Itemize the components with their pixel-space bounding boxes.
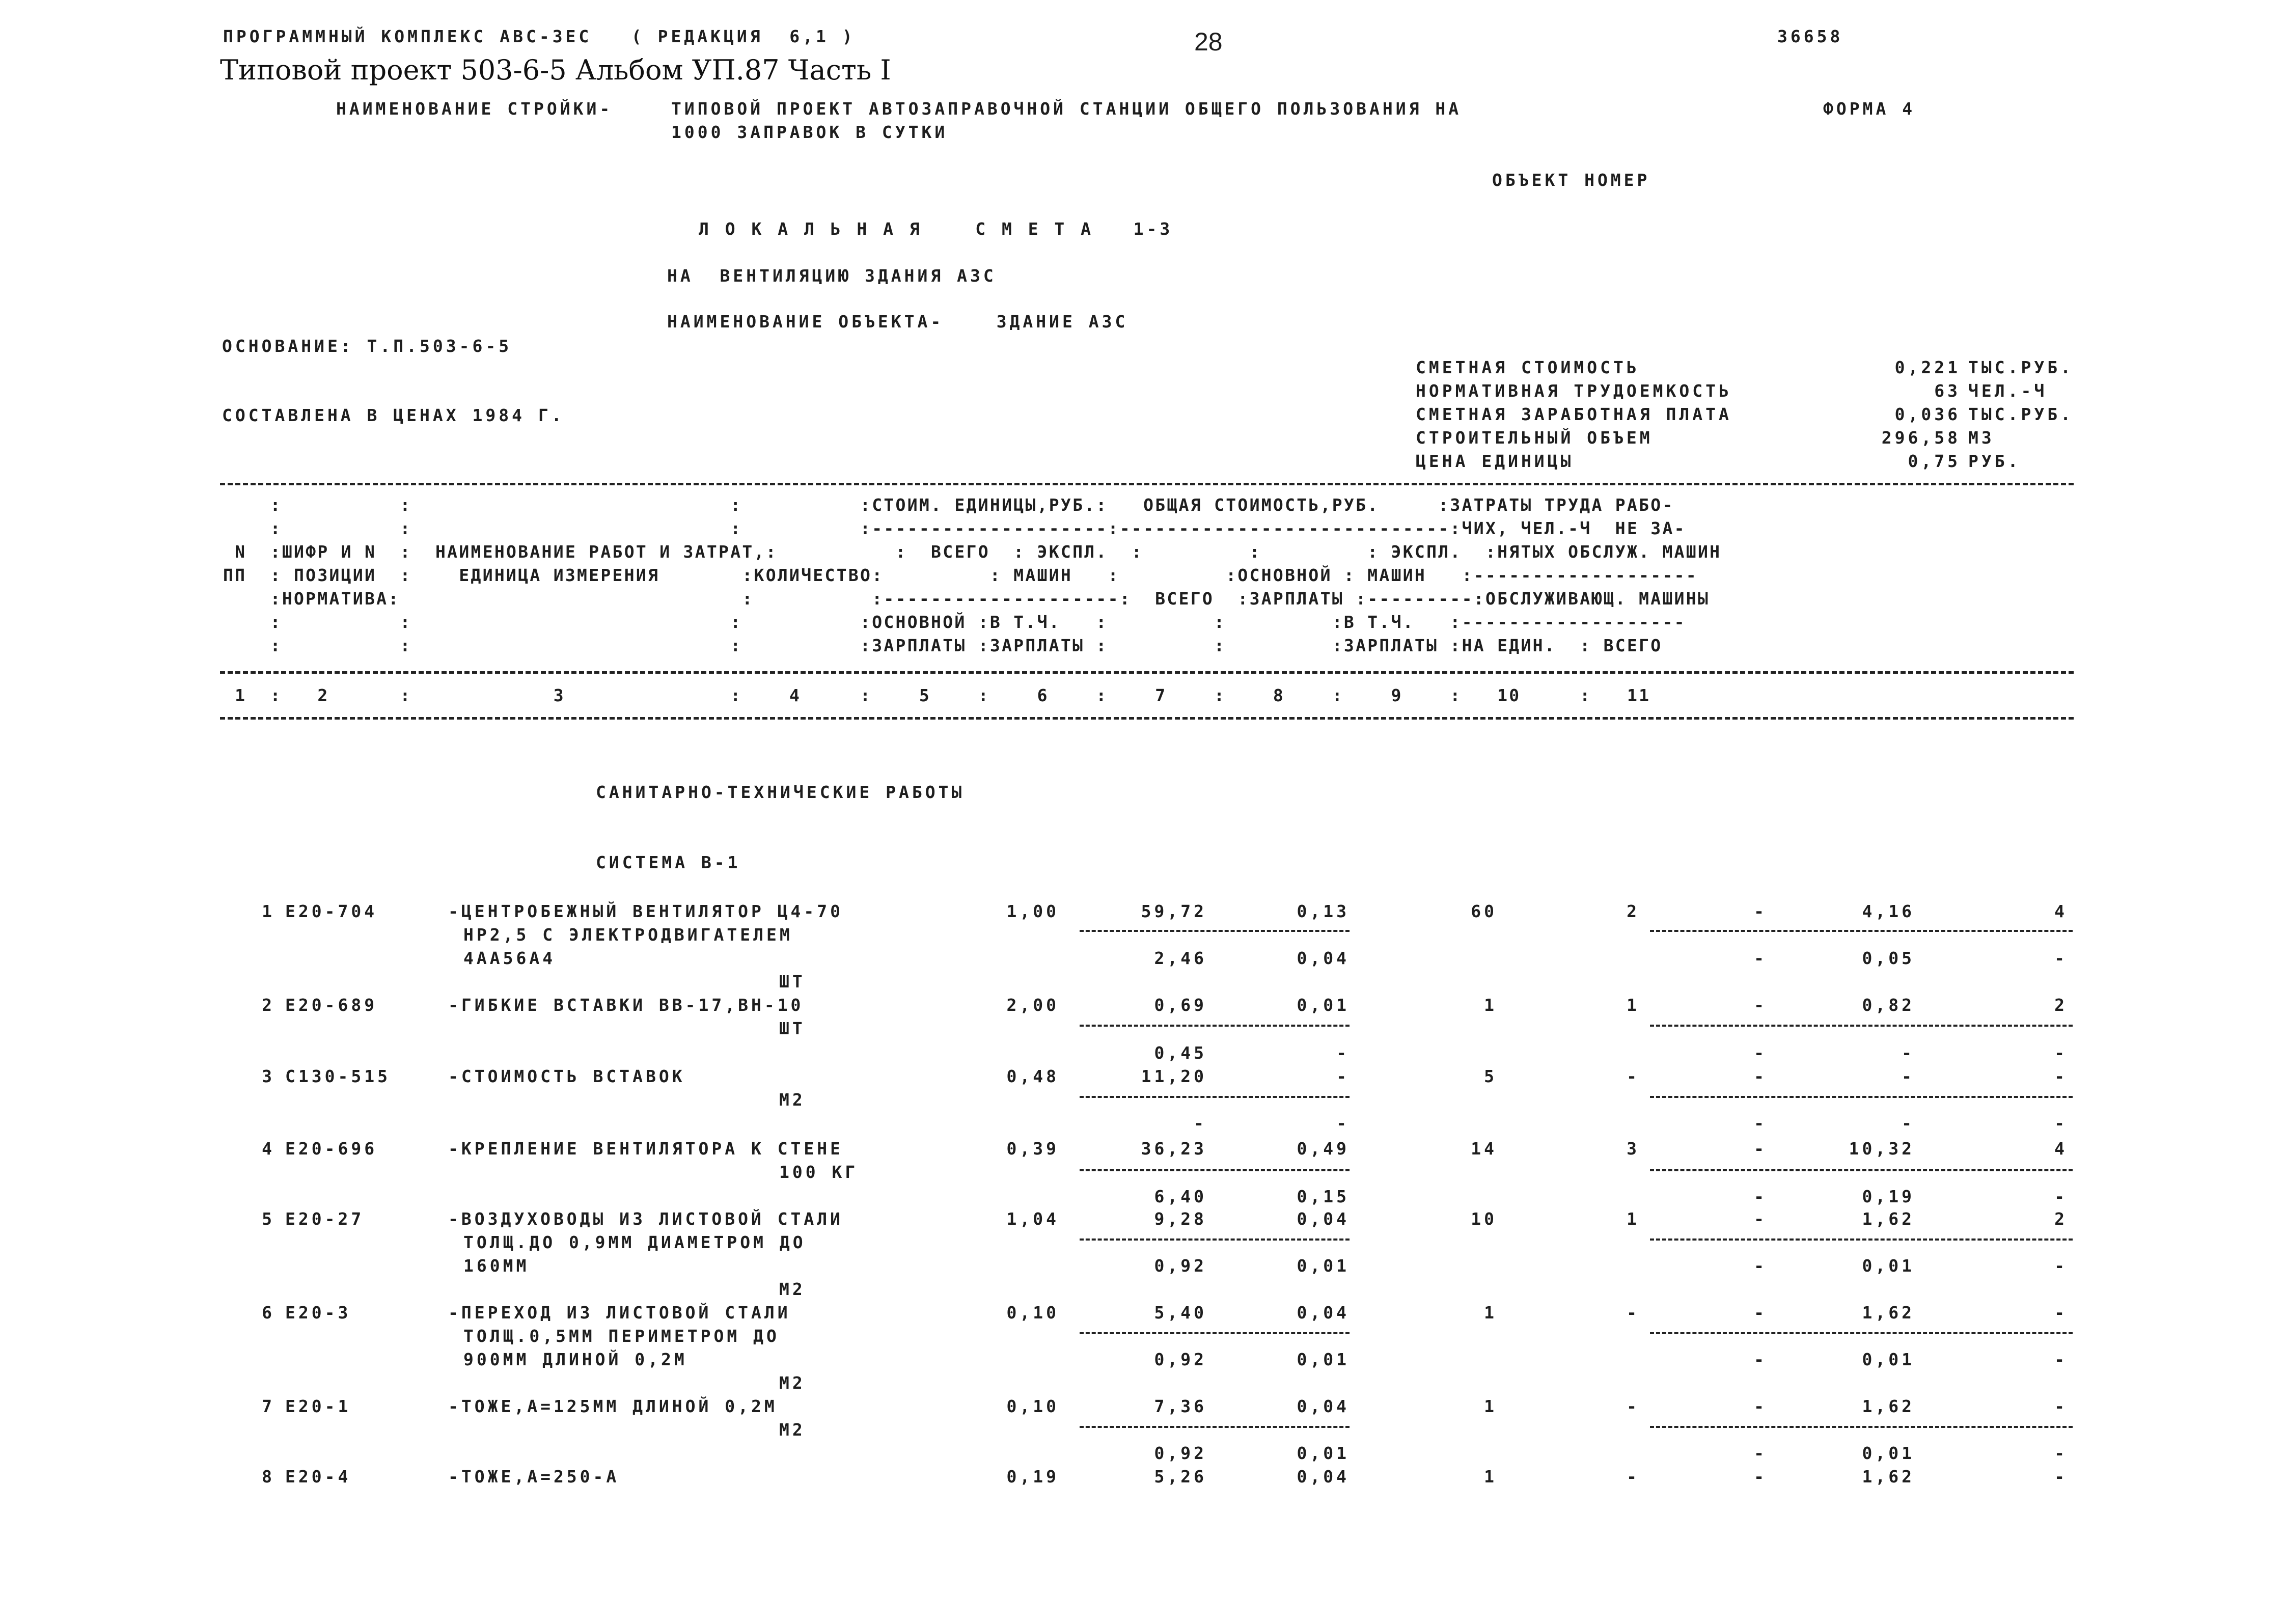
row-code: Е20-3 (285, 1303, 351, 1323)
row-unit: М2 (779, 1373, 806, 1393)
row-code: Е20-696 (285, 1139, 378, 1159)
row-service-unit: 0,01 (1862, 1256, 1915, 1276)
row-quantity: 0,10 (1006, 1303, 1059, 1323)
row-name-line: -ВОЗДУХОВОДЫ ИЗ ЛИСТОВОЙ СТАЛИ (448, 1209, 844, 1229)
row-unit-wages: - (1194, 1113, 1207, 1133)
table-header-line: :НОРМАТИВА: : :--------------------: ВСЕГО :ЗАРПЛАТЫ :---------:ОБСЛУЖИВАЮЩ. МАШИНЫ (223, 589, 1710, 609)
row-unit-total: 36,23 (1141, 1139, 1207, 1159)
row-labor-total: 2 (2054, 1209, 2068, 1229)
summary-value: 0,221 (1894, 357, 1961, 377)
row-unit-total: 7,36 (1154, 1396, 1207, 1416)
row-service-unit: 0,01 (1862, 1350, 1915, 1369)
row-unit-total: 5,40 (1154, 1303, 1207, 1323)
row-labor-total: - (2054, 1066, 2068, 1086)
summary-unit: М3 (1968, 428, 1995, 448)
row-number: 4 (262, 1139, 275, 1159)
row-total: 5 (1484, 1066, 1497, 1086)
row-unit-machine-wages: 0,01 (1297, 1350, 1350, 1369)
row-machine-wages: - (1754, 948, 1767, 968)
row-machines: - (1754, 995, 1767, 1015)
sub-rule (1080, 930, 1350, 932)
row-labor-total: - (2054, 1396, 2068, 1416)
summary-label: СМЕТНАЯ СТОИМОСТЬ (1416, 357, 1640, 377)
row-machines: - (1754, 1303, 1767, 1323)
sub-rule (1080, 1096, 1350, 1098)
table-header-line: : : : :СТОИМ. ЕДИНИЦЫ,РУБ.: ОБЩАЯ СТОИМОСТЬ,РУБ. :ЗАТРАТЫ ТРУДА РАБО- (223, 495, 1674, 515)
summary-value: 0,75 (1908, 451, 1961, 471)
summary-unit: РУБ. (1968, 451, 2021, 471)
row-code: Е20-27 (285, 1209, 365, 1229)
row-machines: - (1754, 901, 1767, 921)
row-wages: - (1627, 1467, 1640, 1487)
summary-label: ЦЕНА ЕДИНИЦЫ (1416, 451, 1574, 471)
row-labor-unit: 1,62 (1862, 1396, 1915, 1416)
section-title: САНИТАРНО-ТЕХНИЧЕСКИЕ РАБОТЫ (596, 782, 965, 802)
row-total: 1 (1484, 1303, 1497, 1323)
row-unit-machines: 0,04 (1297, 1303, 1350, 1323)
sub-rule (1650, 1025, 2073, 1027)
row-number: 7 (262, 1396, 275, 1416)
row-unit-total: 11,20 (1141, 1066, 1207, 1086)
row-unit-machines: 0,04 (1297, 1467, 1350, 1487)
sub-rule (1650, 1332, 2073, 1334)
row-unit-wages: 2,46 (1154, 948, 1207, 968)
row-total: 14 (1471, 1139, 1497, 1159)
row-machine-wages: - (1754, 1113, 1767, 1133)
row-code: Е20-1 (285, 1396, 351, 1416)
sub-rule (1080, 1426, 1350, 1428)
row-service-total: - (2054, 1443, 2068, 1463)
row-unit-total: 0,69 (1154, 995, 1207, 1015)
row-number: 8 (262, 1467, 275, 1487)
row-number: 5 (262, 1209, 275, 1229)
row-quantity: 0,10 (1006, 1396, 1059, 1416)
row-machine-wages: - (1754, 1256, 1767, 1276)
sub-rule (1650, 1169, 2073, 1171)
row-service-unit: - (1902, 1113, 1915, 1133)
estimate-subject: НА ВЕНТИЛЯЦИЮ ЗДАНИЯ АЗС (667, 266, 997, 286)
row-labor-unit: 4,16 (1862, 901, 1915, 921)
program-line: ПРОГРАММНЫЙ КОМПЛЕКС АВС-3ЕС ( РЕДАКЦИЯ 6,1 ) (223, 26, 856, 46)
row-quantity: 1,00 (1006, 901, 1059, 921)
row-total: 60 (1471, 901, 1497, 921)
summary-label: СТРОИТЕЛЬНЫЙ ОБЪЕМ (1416, 428, 1653, 448)
row-labor-total: - (2054, 1303, 2068, 1323)
table-header-line: : : : :--------------------:----------------------------:ЧИХ, ЧЕЛ.-Ч НЕ ЗА- (223, 518, 1686, 538)
row-machines: - (1754, 1209, 1767, 1229)
system-title: СИСТЕМА В-1 (596, 852, 741, 872)
row-labor-total: 4 (2054, 1139, 2068, 1159)
row-total: 1 (1484, 1396, 1497, 1416)
row-unit-machines: 0,49 (1297, 1139, 1350, 1159)
row-unit-machine-wages: 0,04 (1297, 948, 1350, 968)
row-name-line: ТОЛЩ.ДО 0,9ММ ДИАМЕТРОМ ДО (463, 1232, 806, 1252)
row-service-unit: 0,01 (1862, 1443, 1915, 1463)
table-header-line: ПП : ПОЗИЦИИ : ЕДИНИЦА ИЗМЕРЕНИЯ :КОЛИЧЕСТВО: : МАШИН : :ОСНОВНОЙ : МАШИН :------------------- (223, 565, 1698, 585)
row-service-total: - (2054, 1350, 2068, 1369)
row-service-total: - (2054, 1187, 2068, 1206)
row-unit-machine-wages: 0,01 (1297, 1443, 1350, 1463)
row-quantity: 0,39 (1006, 1139, 1059, 1159)
row-wages: 3 (1627, 1139, 1640, 1159)
estimate-title: Л О К А Л Ь Н А Я С М Е Т А 1-3 (699, 219, 1173, 239)
row-unit-wages: 0,45 (1154, 1043, 1207, 1063)
row-wages: 2 (1627, 901, 1640, 921)
header-rule-top (220, 483, 2074, 485)
row-unit-machine-wages: 0,01 (1297, 1256, 1350, 1276)
object-name: НАИМЕНОВАНИЕ ОБЪЕКТА- ЗДАНИЕ АЗС (667, 312, 1128, 332)
summary-value: 0,036 (1894, 404, 1961, 424)
row-unit-machines: - (1336, 1066, 1350, 1086)
row-labor-total: 2 (2054, 995, 2068, 1015)
row-unit-machine-wages: 0,15 (1297, 1187, 1350, 1206)
table-header-line: N :ШИФР И N : НАИМЕНОВАНИЕ РАБОТ И ЗАТРАТ,: : ВСЕГО : ЭКСПЛ. : : : ЭКСПЛ. :НЯТЫХ ОБСЛУЖ. МАШИН (223, 542, 1722, 562)
row-unit: М2 (779, 1090, 806, 1110)
row-name-line: 4АА56А4 (463, 948, 556, 968)
summary-unit: ТЫС.РУБ. (1968, 404, 2074, 424)
row-name-line: -ПЕРЕХОД ИЗ ЛИСТОВОЙ СТАЛИ (448, 1303, 791, 1323)
row-code: С130-515 (285, 1066, 391, 1086)
sub-rule (1080, 1025, 1350, 1027)
row-quantity: 0,48 (1006, 1066, 1059, 1086)
row-labor-total: - (2054, 1467, 2068, 1487)
row-unit-wages: 0,92 (1154, 1443, 1207, 1463)
table-header (223, 495, 2077, 663)
row-service-unit: - (1902, 1043, 1915, 1063)
row-labor-unit: 1,62 (1862, 1303, 1915, 1323)
row-unit-wages: 0,92 (1154, 1350, 1207, 1369)
sub-rule (1650, 1238, 2073, 1241)
row-machines: - (1754, 1139, 1767, 1159)
row-name-line: -СТОИМОСТЬ ВСТАВОК (448, 1066, 685, 1086)
row-total: 1 (1484, 1467, 1497, 1487)
row-name-line: -ГИБКИЕ ВСТАВКИ ВВ-17,ВН-10 (448, 995, 804, 1015)
row-quantity: 2,00 (1006, 995, 1059, 1015)
row-unit-wages: 6,40 (1154, 1187, 1207, 1206)
object-number: ОБЪЕКТ НОМЕР (1492, 170, 1650, 190)
row-number: 6 (262, 1303, 275, 1323)
row-name-line: ТОЛЩ.0,5ММ ПЕРИМЕТРОМ ДО (463, 1326, 780, 1346)
row-code: Е20-4 (285, 1467, 351, 1487)
header-rule-mid (220, 671, 2074, 674)
sub-rule (1080, 1332, 1350, 1334)
row-unit-total: 59,72 (1141, 901, 1207, 921)
row-labor-unit: 1,62 (1862, 1467, 1915, 1487)
basis: ОСНОВАНИЕ: Т.П.503-6-5 (222, 336, 512, 356)
sub-rule (1650, 1426, 2073, 1428)
row-wages: 1 (1627, 1209, 1640, 1229)
row-unit-machines: 0,13 (1297, 901, 1350, 921)
row-service-total: - (2054, 1113, 2068, 1133)
table-header-line: : : : :ЗАРПЛАТЫ :ЗАРПЛАТЫ : : :ЗАРПЛАТЫ :НА ЕДИН. : ВСЕГО (223, 636, 1663, 655)
page-number: 28 (1194, 27, 1223, 56)
row-machines: - (1754, 1066, 1767, 1086)
summary-label: СМЕТНАЯ ЗАРАБОТНАЯ ПЛАТА (1416, 404, 1732, 424)
row-unit-machines: 0,01 (1297, 995, 1350, 1015)
row-unit: 100 КГ (779, 1162, 859, 1182)
row-labor-unit: 1,62 (1862, 1209, 1915, 1229)
row-machine-wages: - (1754, 1043, 1767, 1063)
sub-rule (1080, 1169, 1350, 1171)
row-name-line: -ТОЖЕ,А=250-А (448, 1467, 620, 1487)
summary-label: НОРМАТИВНАЯ ТРУДОЕМКОСТЬ (1416, 381, 1732, 401)
row-machine-wages: - (1754, 1350, 1767, 1369)
construction-name-line-1: ТИПОВОЙ ПРОЕКТ АВТОЗАПРАВОЧНОЙ СТАНЦИИ ОБЩЕГО ПОЛЬЗОВАНИЯ НА (671, 99, 1462, 119)
row-wages: 1 (1627, 995, 1640, 1015)
summary-value: 63 (1934, 381, 1961, 401)
summary-unit: ТЫС.РУБ. (1968, 357, 2074, 377)
row-unit-machines: 0,04 (1297, 1396, 1350, 1416)
row-name-line: 900ММ ДЛИНОЙ 0,2М (463, 1350, 687, 1369)
sub-rule (1650, 930, 2073, 932)
row-unit: ШТ (779, 972, 806, 992)
form-number: ФОРМА 4 (1823, 99, 1916, 119)
row-unit-machines: 0,04 (1297, 1209, 1350, 1229)
row-machines: - (1754, 1467, 1767, 1487)
row-service-total: - (2054, 1256, 2068, 1276)
row-number: 3 (262, 1066, 275, 1086)
row-unit: ШТ (779, 1019, 806, 1038)
summary-unit: ЧЕЛ.-Ч (1968, 381, 2048, 401)
table-header-line: : : : :ОСНОВНОЙ :В Т.Ч. : : :В Т.Ч. :------------------- (223, 612, 1686, 632)
row-machines: - (1754, 1396, 1767, 1416)
project-title: Типовой проект 503-6-5 Альбом УП.87 Часть I (220, 54, 891, 86)
prices-year: СОСТАВЛЕНА В ЦЕНАХ 1984 Г. (222, 405, 565, 425)
row-labor-unit: 0,82 (1862, 995, 1915, 1015)
column-numbers: 1 : 2 : 3 : 4 : 5 : 6 : 7 : 8 : 9 : 10 : 11 (223, 685, 1651, 705)
row-name-line: НР2,5 С ЭЛЕКТРОДВИГАТЕЛЕМ (463, 925, 793, 945)
row-unit-machine-wages: - (1336, 1043, 1350, 1063)
row-name-line: -ЦЕНТРОБЕЖНЫЙ ВЕНТИЛЯТОР Ц4-70 (448, 901, 844, 921)
row-service-unit: 0,19 (1862, 1187, 1915, 1206)
row-total: 10 (1471, 1209, 1497, 1229)
row-name-line: -КРЕПЛЕНИЕ ВЕНТИЛЯТОРА К СТЕНЕ (448, 1139, 844, 1159)
doc-code: 36658 (1777, 26, 1843, 46)
row-code: Е20-704 (285, 901, 378, 921)
row-service-total: - (2054, 948, 2068, 968)
sub-rule (1080, 1238, 1350, 1241)
row-unit-wages: 0,92 (1154, 1256, 1207, 1276)
row-unit-machine-wages: - (1336, 1113, 1350, 1133)
row-service-total: - (2054, 1043, 2068, 1063)
row-labor-total: 4 (2054, 901, 2068, 921)
row-number: 2 (262, 995, 275, 1015)
row-unit: М2 (779, 1420, 806, 1440)
row-wages: - (1627, 1066, 1640, 1086)
header-rule-bottom (220, 717, 2074, 720)
summary-value: 296,58 (1881, 428, 1961, 448)
summary-block (1416, 357, 2078, 480)
row-unit-total: 9,28 (1154, 1209, 1207, 1229)
row-quantity: 1,04 (1006, 1209, 1059, 1229)
row-unit: М2 (779, 1279, 806, 1299)
row-unit-total: 5,26 (1154, 1467, 1207, 1487)
row-service-unit: 0,05 (1862, 948, 1915, 968)
row-wages: - (1627, 1396, 1640, 1416)
row-name-line: -ТОЖЕ,А=125ММ ДЛИНОЙ 0,2М (448, 1396, 778, 1416)
construction-label: НАИМЕНОВАНИЕ СТРОЙКИ- (336, 99, 613, 119)
row-code: Е20-689 (285, 995, 378, 1015)
row-name-line: 160ММ (463, 1256, 530, 1276)
row-labor-unit: 10,32 (1849, 1139, 1915, 1159)
row-number: 1 (262, 901, 275, 921)
sub-rule (1650, 1096, 2073, 1098)
row-quantity: 0,19 (1006, 1467, 1059, 1487)
row-machine-wages: - (1754, 1443, 1767, 1463)
row-labor-unit: - (1902, 1066, 1915, 1086)
row-wages: - (1627, 1303, 1640, 1323)
construction-name-line-2: 1000 ЗАПРАВОК В СУТКИ (671, 122, 948, 142)
row-machine-wages: - (1754, 1187, 1767, 1206)
row-total: 1 (1484, 995, 1497, 1015)
